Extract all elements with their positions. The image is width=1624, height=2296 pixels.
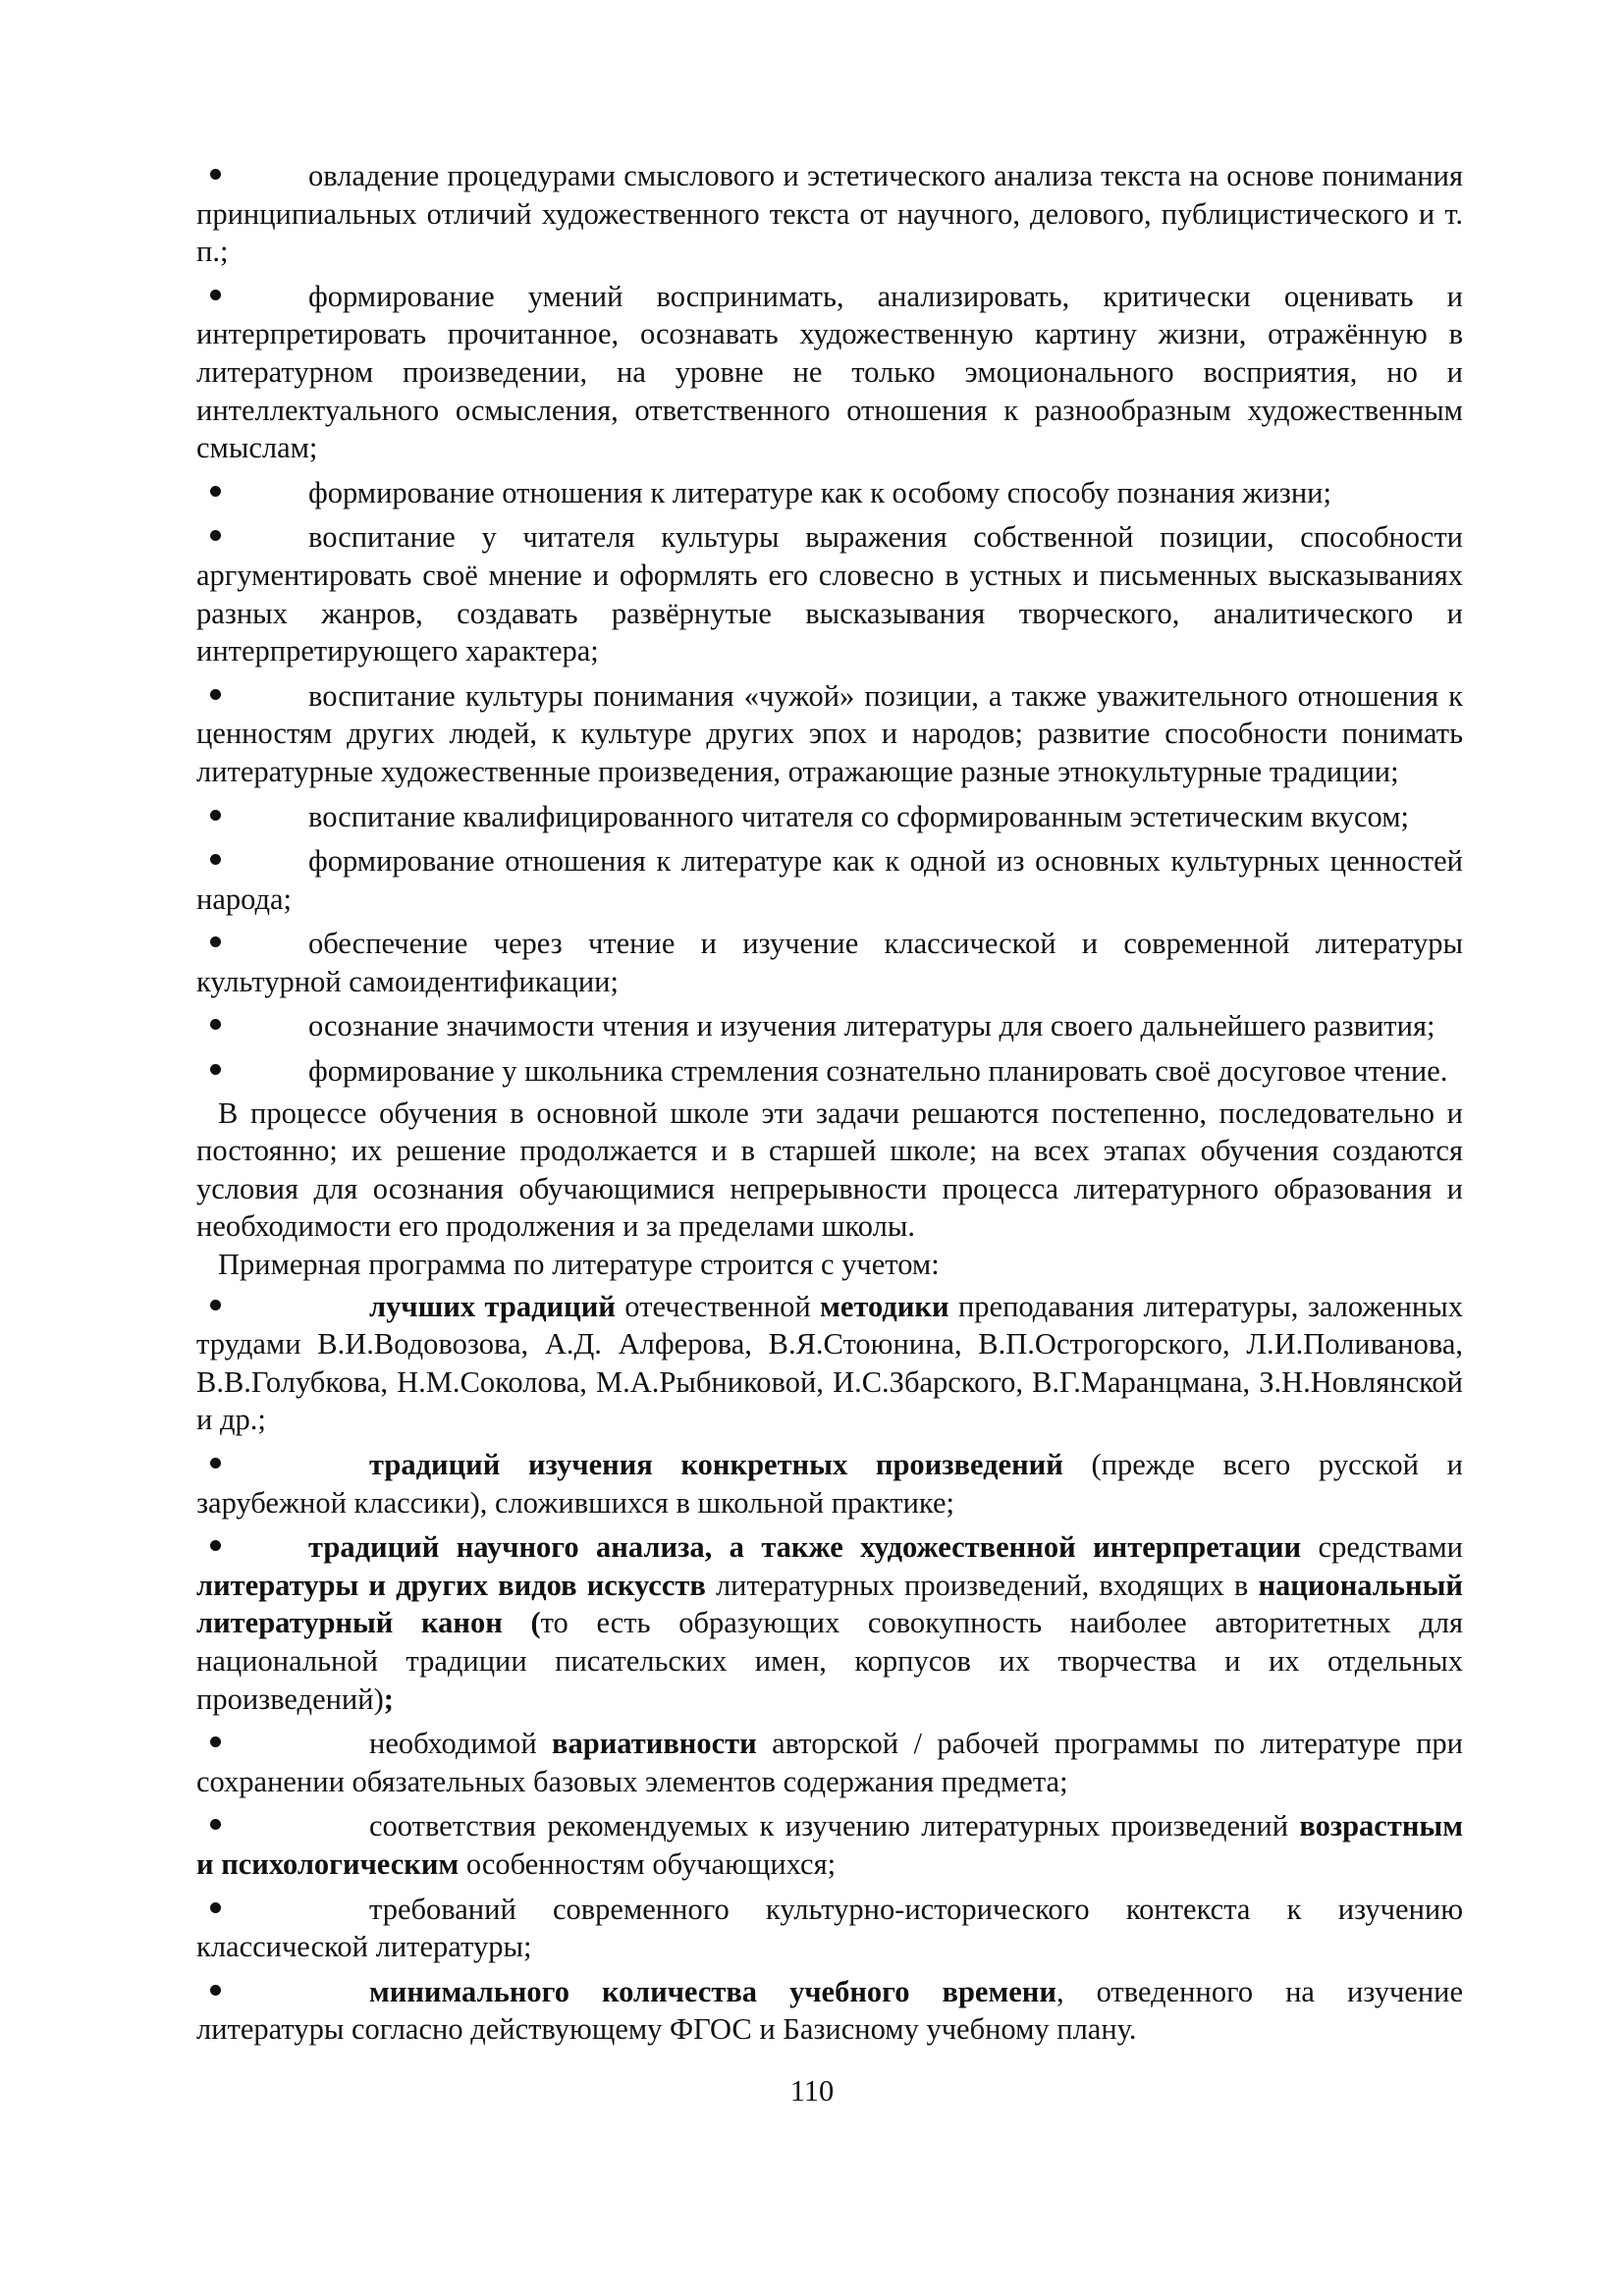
list-item: формирование отношения к литературе как к особому способу познания жизни; (196, 474, 1463, 512)
program-intro-paragraph: Примерная программа по литературе строится с учетом: (218, 1248, 940, 1282)
list-item (196, 1528, 1463, 1718)
goals-list (196, 157, 1463, 1091)
list-item: обеспечение через чтение и изучение классической и современной литературы культурной самоидентификации; (196, 925, 1463, 1000)
program-basis-list (196, 1288, 1463, 2049)
list-item: воспитание у читателя культуры выражения собственной позиции, способности аргументировать своё мнение и оформлять его словесно в устных и письменных высказываниях разных жанров, создавать развёрнутые высказывания творческого, аналитического и интерпретирующего характера; (196, 518, 1463, 669)
text-run: особенностям обучающихся; (459, 1846, 837, 1881)
text-run: соответствия рекомендуемых к изучению литературных произведений (369, 1809, 1300, 1843)
bold-phrase: методики (820, 1289, 949, 1323)
bold-phrase: вариативности (552, 1727, 757, 1761)
page-number: 110 (789, 2074, 835, 2108)
text-run: (прежде всего русской и зарубежной классики), сложившихся в школьной практике; (196, 1448, 1463, 1520)
list-item (196, 1446, 1463, 1522)
bold-phrase: традиций научного анализа, а также художественной интерпретации (308, 1530, 1302, 1565)
document-page (196, 157, 1463, 2056)
list-item: осознание значимости чтения и изучения литературы для своего дальнейшего развития; (196, 1007, 1463, 1045)
list-item (196, 1725, 1463, 1800)
text-run: средствами (1301, 1530, 1464, 1565)
bold-phrase: ; (383, 1682, 394, 1716)
list-item (196, 1891, 1463, 1966)
text-run: , отведенного на изучение литературы согласно действующему ФГОС и Базисному учебному плану. (196, 1974, 1464, 2047)
text-run: требований современного культурно-исторического контекста к изучению классической литературы; (196, 1892, 1463, 1964)
text-run: необходимой (369, 1727, 553, 1761)
body-paragraph: В процессе обучения в основной школе эти задачи решаются постепенно, последовательно и постоянно; их решение продолжается и в старшей школе; на всех этапах обучения создаются условия для осознания обучающимися непрерывности процесса литературного образования и необходимости его продолжения и за пределами школы. (196, 1095, 1463, 1244)
list-item: формирование умений воспринимать, анализировать, критически оценивать и интерпретировать прочитанное, осознавать художественную картину жизни, отражённую в литературном произведении, на уровне не только эмоционального восприятия, но и интеллектуального осмысления, ответственного отношения к разнообразным художественным смыслам; (196, 278, 1463, 467)
text-run: авторской / рабочей программы по литературе при сохранении обязательных базовых элементов содержания предмета; (196, 1727, 1463, 1798)
list-item: формирование у школьника стремления сознательно планировать своё досуговое чтение. (196, 1052, 1463, 1091)
list-item (196, 1288, 1463, 1439)
bold-phrase: возрастным и психологическим (196, 1809, 1463, 1881)
list-item: овладение процедурами смыслового и эстетического анализа текста на основе понимания принципиальных отличий художественного текста от научного, делового, публицистического и т. п.; (196, 157, 1463, 271)
bold-phrase: традиций изучения конкретных произведений (369, 1448, 1063, 1481)
list-item (196, 1973, 1463, 2049)
list-item: воспитание квалифицированного читателя со сформированным эстетическим вкусом; (196, 798, 1463, 836)
list-item: формирование отношения к литературе как к одной из основных культурных ценностей народа; (196, 842, 1463, 918)
text-run: преподавания литературы, заложенных трудами В.И.Водовозова, А.Д. Алферова, В.Я.Стоюнина, В.П.Острогорского, Л.И.Поливанова, В.В.Голубкова, Н.М.Соколова, М.А.Рыбниковой, И.С.Збарского, В.Г.Маранцмана, З.Н.Новлянской и др.; (196, 1289, 1463, 1437)
bold-phrase: литературы и других видов искусств (196, 1568, 706, 1602)
bold-phrase: лучших традиций (369, 1289, 616, 1323)
text-run: то есть образующих совокупность наиболее авторитетных для национальной традиции писательских имен, корпусов их творчества и их отдельных произведений) (196, 1606, 1463, 1716)
bold-phrase: национальный литературный канон ( (196, 1568, 1463, 1640)
bold-phrase: минимального количества учебного времени (369, 1974, 1056, 2008)
text-run: литературных произведений, входящих в (705, 1568, 1259, 1602)
text-run: отечественной (615, 1289, 821, 1323)
list-item (196, 1807, 1463, 1883)
list-item: воспитание культуры понимания «чужой» позиции, а также уважительного отношения к ценностям других людей, к культуре других эпох и народов; развитие способности понимать литературные художественные произведения, отражающие разные этнокультурные традиции; (196, 677, 1463, 791)
